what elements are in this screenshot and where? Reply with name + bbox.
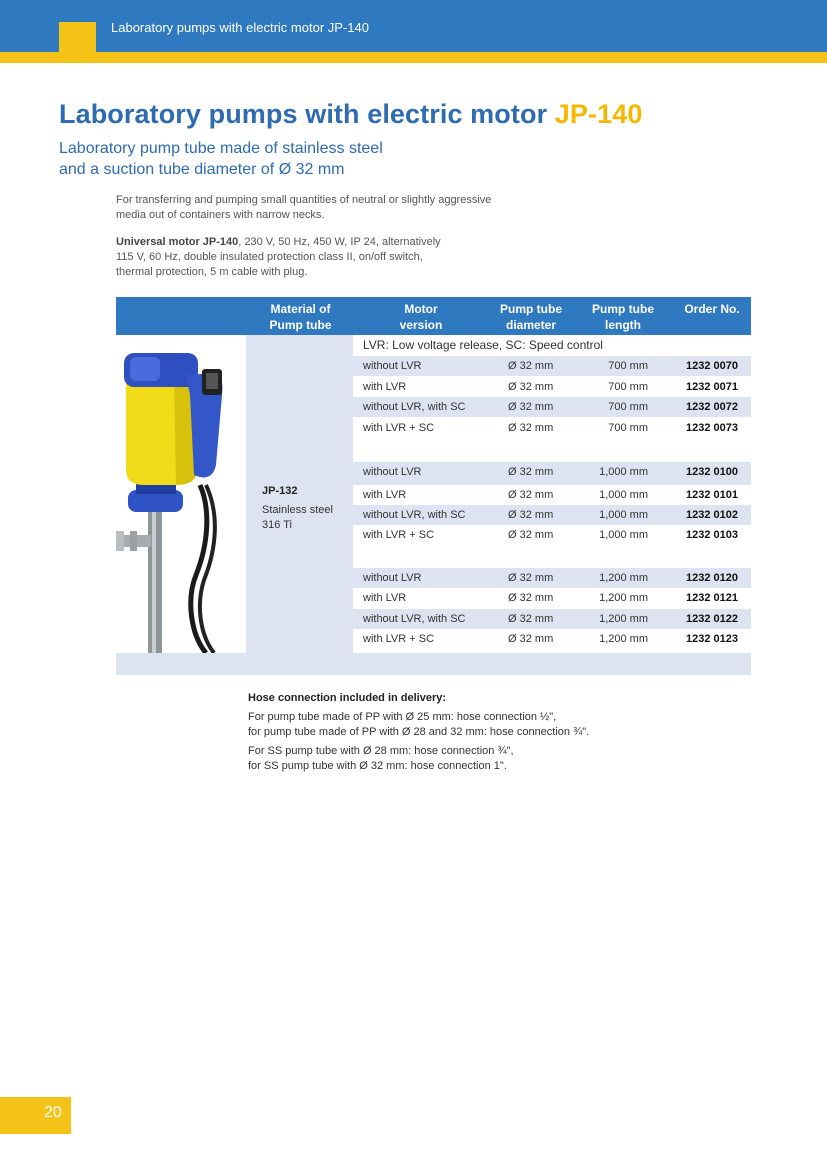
table-row — [353, 462, 751, 485]
motor-name: Universal motor JP-140 — [116, 236, 239, 248]
cell-version: with LVR + SC — [363, 422, 435, 434]
cell-diameter: Ø 32 mm — [508, 509, 554, 521]
th-motor-version — [376, 301, 466, 333]
th-length-line-1: Pump tube — [592, 302, 654, 316]
table-row — [353, 525, 751, 568]
cell-order-no: 1232 0102 — [686, 509, 738, 521]
cell-length: 1,000 mm — [599, 489, 648, 501]
cell-diameter: Ø 32 mm — [508, 489, 554, 501]
th-material — [247, 301, 354, 333]
cell-length: 700 mm — [608, 381, 648, 393]
header-stripe — [0, 52, 827, 63]
cell-version: without LVR — [363, 360, 422, 372]
table-row — [353, 418, 751, 462]
th-material-line-1: Material of — [270, 302, 331, 316]
pump-illustration — [116, 335, 246, 653]
table-row — [353, 377, 751, 397]
material-model: JP-132 — [262, 485, 298, 497]
cell-diameter: Ø 32 mm — [508, 401, 554, 413]
cell-diameter: Ø 32 mm — [508, 613, 554, 625]
cell-length: 1,200 mm — [599, 613, 648, 625]
cell-length: 1,200 mm — [599, 572, 648, 584]
table-row — [353, 588, 751, 608]
cell-length: 700 mm — [608, 401, 648, 413]
page-title-text: Laboratory pumps with electric motor — [59, 99, 555, 129]
cell-version: with LVR — [363, 592, 407, 604]
cell-length: 1,200 mm — [599, 633, 648, 645]
hose-connection-note — [248, 691, 589, 774]
page-title — [59, 99, 642, 130]
cell-diameter: Ø 32 mm — [508, 466, 554, 478]
running-header: Laboratory pumps with electric motor JP-140 — [111, 20, 369, 35]
table-row — [353, 609, 751, 629]
page-number: 20 — [44, 1104, 62, 1121]
table-row — [353, 629, 751, 649]
table-row — [353, 485, 751, 505]
cell-order-no: 1232 0072 — [686, 401, 738, 413]
intro-paragraph — [116, 193, 491, 223]
page-title-model: JP-140 — [554, 99, 643, 129]
table-header — [116, 297, 751, 335]
cell-order-no: 1232 0103 — [686, 529, 738, 541]
cell-version: with LVR + SC — [363, 529, 435, 541]
hose-heading: Hose connection included in delivery: — [248, 692, 447, 704]
cell-order-no: 1232 0122 — [686, 613, 738, 625]
th-diameter — [486, 301, 576, 333]
cell-diameter: Ø 32 mm — [508, 381, 554, 393]
cell-diameter: Ø 32 mm — [508, 360, 554, 372]
subtitle-line-2: and a suction tube diameter of Ø 32 mm — [59, 161, 345, 178]
cell-order-no: 1232 0100 — [686, 466, 738, 478]
cell-order-no: 1232 0071 — [686, 381, 738, 393]
cell-version: with LVR — [363, 381, 407, 393]
hose-line-4: for SS pump tube with Ø 32 mm: hose connection 1". — [248, 760, 507, 772]
subtitle-line-1: Laboratory pump tube made of stainless steel — [59, 140, 383, 157]
pump-photo — [116, 335, 246, 653]
th-diameter-line-1: Pump tube — [500, 302, 562, 316]
cell-diameter: Ø 32 mm — [508, 422, 554, 434]
motor-line-1 — [116, 235, 441, 250]
cell-diameter: Ø 32 mm — [508, 633, 554, 645]
th-diameter-line-2: diameter — [505, 318, 557, 332]
page-subtitle — [59, 138, 383, 180]
cell-order-no: 1232 0070 — [686, 360, 738, 372]
hose-line-1: For pump tube made of PP with Ø 25 mm: hose connection ½", — [248, 711, 557, 723]
cell-order-no: 1232 0101 — [686, 489, 738, 501]
intro-line-2: media out of containers with narrow necks. — [116, 209, 325, 221]
cell-order-no: 1232 0073 — [686, 422, 738, 434]
table-legend: LVR: Low voltage release, SC: Speed control — [363, 338, 603, 352]
th-material-line-2: Pump tube — [269, 318, 332, 332]
cell-version: without LVR — [363, 572, 422, 584]
th-motor-line-1: Motor — [404, 302, 438, 316]
cell-version: with LVR + SC — [363, 633, 435, 645]
table-row — [353, 568, 751, 588]
hose-line-3: For SS pump tube with Ø 28 mm: hose connection ¾", — [248, 745, 514, 757]
cell-diameter: Ø 32 mm — [508, 592, 554, 604]
table-footer-band — [116, 653, 751, 675]
material-line-1: Stainless steel — [262, 504, 333, 516]
table-row — [353, 505, 751, 525]
cell-diameter: Ø 32 mm — [508, 572, 554, 584]
th-order-no: Order No. — [684, 302, 740, 316]
cell-order-no: 1232 0120 — [686, 572, 738, 584]
header-accent-block — [59, 22, 96, 52]
motor-line-3: thermal protection, 5 m cable with plug. — [116, 266, 308, 278]
cell-version: without LVR, with SC — [363, 613, 466, 625]
cell-length: 700 mm — [608, 360, 648, 372]
cell-length: 700 mm — [608, 422, 648, 434]
cell-length: 1,200 mm — [599, 592, 648, 604]
material-cell — [262, 484, 333, 533]
motor-description — [116, 235, 441, 280]
cell-version: with LVR — [363, 489, 407, 501]
cell-version: without LVR, with SC — [363, 509, 466, 521]
cell-order-no: 1232 0123 — [686, 633, 738, 645]
th-motor-line-2: version — [399, 318, 443, 332]
cell-order-no: 1232 0121 — [686, 592, 738, 604]
intro-line-1: For transferring and pumping small quantities of neutral or slightly aggressive — [116, 194, 492, 206]
cell-version: without LVR — [363, 466, 422, 478]
material-line-2: 316 Ti — [262, 519, 292, 531]
hose-line-2: for pump tube made of PP with Ø 28 and 32 mm: hose connection ¾". — [248, 726, 590, 738]
cell-version: without LVR, with SC — [363, 401, 466, 413]
table-row — [353, 356, 751, 376]
motor-line-2: 115 V, 60 Hz, double insulated protection class II, on/off switch, — [116, 251, 423, 263]
motor-specs: , 230 V, 50 Hz, 450 W, IP 24, alternatively — [238, 236, 441, 248]
cell-length: 1,000 mm — [599, 509, 648, 521]
cell-diameter: Ø 32 mm — [508, 529, 554, 541]
cell-length: 1,000 mm — [599, 466, 648, 478]
th-length — [578, 301, 668, 333]
cell-length: 1,000 mm — [599, 529, 648, 541]
table-row — [353, 397, 751, 417]
th-length-line-2: length — [605, 318, 641, 332]
